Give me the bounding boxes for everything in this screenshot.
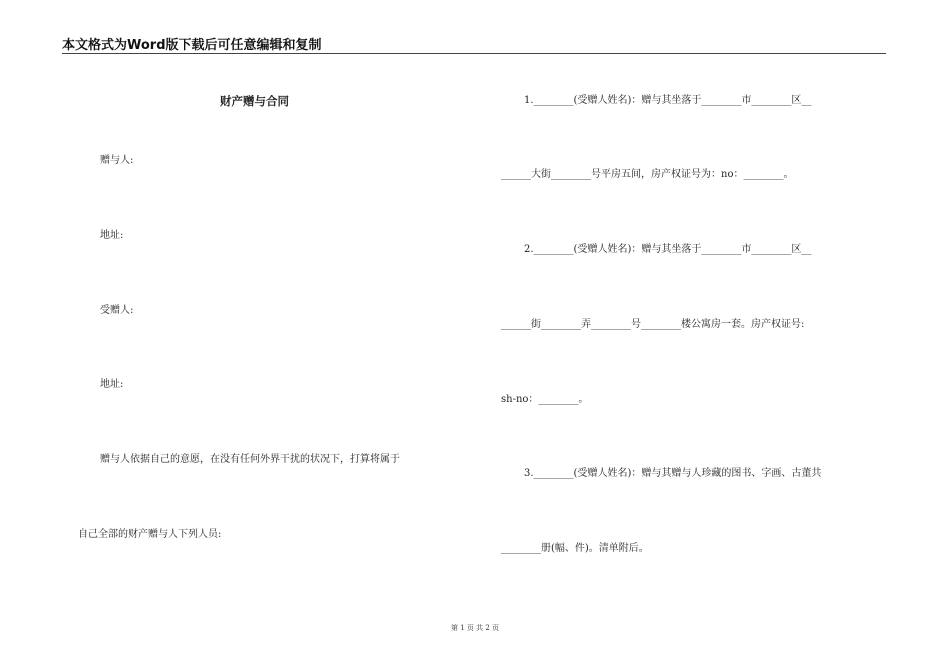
item3-line1: 3.________(受赠人姓名)：赠与其赠与人珍藏的图书、字画、古董共: [524, 468, 822, 479]
intro-paragraph-line2: 自己全部的财产赠与人下列人员:: [78, 529, 222, 540]
donee-label: 受赠人:: [100, 305, 134, 316]
document-header: 本文格式为Word版下载后可任意编辑和复制: [62, 38, 322, 53]
item2-line2: ______街________弄________号________楼公寓房一套。房产权证号:: [501, 319, 805, 330]
donor-address-label: 地址:: [100, 230, 124, 241]
item1-line1: 1.________(受赠人姓名)：赠与其坐落于________市________区__: [524, 95, 812, 106]
document-title: 财产赠与合同: [220, 94, 289, 108]
item2-line3: sh-no：________。: [501, 394, 589, 405]
item2-line1: 2.________(受赠人姓名)：赠与其坐落于________市________区__: [524, 244, 812, 255]
donee-address-label: 地址:: [100, 379, 124, 390]
item1-line2: ______大街________号平房五间，房产权证号为：no：________。: [501, 169, 794, 180]
intro-paragraph-line1: 赠与人依据自己的意愿，在没有任何外界干扰的状况下，打算将属于: [100, 454, 400, 465]
item3-line2: ________册(幅、件)。清单附后。: [501, 543, 649, 554]
donor-label: 赠与人:: [100, 155, 134, 166]
page-number: 第 1 页 共 2 页: [450, 624, 500, 632]
header-divider: [62, 53, 886, 54]
